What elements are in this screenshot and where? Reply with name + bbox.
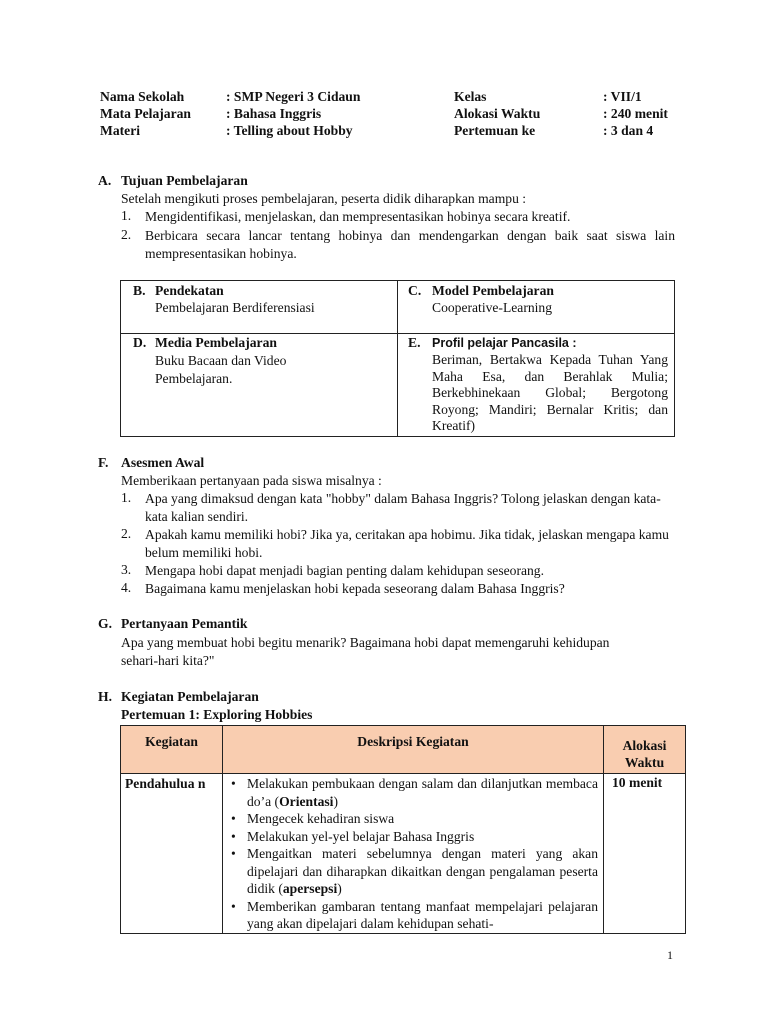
section-a-intro: Setelah mengikuti proses pembelajaran, peserta didik diharapkan mampu : <box>121 191 527 206</box>
section-f-item-2: Apakah kamu memiliki hobi? Jika ya, ceritakan apa hobimu. Jika tidak, jelaskan mengapa kamu belum memiliki hobi. <box>145 527 669 560</box>
value-nama-sekolah: : SMP Negeri 3 Cidaun <box>226 89 361 104</box>
header-kegiatan: Kegiatan <box>121 726 223 774</box>
info-b-title: Pendekatan <box>155 283 224 298</box>
info-box-table <box>120 280 675 437</box>
section-a-item-2: Berbicara secara lancar tentang hobinya dan mendengarkan dengan baik saat siswa lain mempresentasikan hobinya. <box>145 228 675 261</box>
list-item: • Melakukan yel-yel belajar Bahasa Inggris <box>225 828 598 846</box>
section-f-item-2-number: 2. <box>121 526 132 541</box>
section-h-letter: H. <box>98 689 112 704</box>
section-g-title: Pertanyaan Pemantik <box>121 616 248 631</box>
label-nama-sekolah: Nama Sekolah <box>100 89 185 104</box>
info-box-b <box>121 281 398 334</box>
info-box-c <box>398 281 675 334</box>
info-c-letter: C. <box>408 283 422 298</box>
activity-table-header <box>121 726 686 774</box>
table-row <box>121 774 686 934</box>
info-box-e <box>398 334 675 437</box>
section-f-letter: F. <box>98 455 109 470</box>
section-f-item-3-number: 3. <box>121 562 132 577</box>
page-number: 1 <box>667 948 673 962</box>
value-alokasi-waktu: : 240 menit <box>603 106 668 121</box>
info-c-title: Model Pembelajaran <box>432 283 554 298</box>
label-pertemuan: Pertemuan ke <box>454 123 536 138</box>
header-deskripsi: Deskripsi Kegiatan <box>223 726 604 774</box>
section-a-item-1: Mengidentifikasi, menjelaskan, dan mempresentasikan hobinya secara kreatif. <box>145 209 571 224</box>
deskripsi-bullet-list <box>225 775 598 933</box>
section-f-item-4: Bagaimana kamu menjelaskan hobi kepada seseorang dalam Bahasa Inggris? <box>145 581 565 596</box>
section-f-title: Asesmen Awal <box>121 455 205 470</box>
section-a-item-1-number: 1. <box>121 208 132 223</box>
section-a-letter: A. <box>98 173 112 188</box>
info-c-body: Cooperative-Learning <box>432 300 553 315</box>
info-b-body: Pembelajaran Berdiferensiasi <box>155 300 315 315</box>
section-f-item-1: Apa yang dimaksud dengan kata "hobby" dalam Bahasa Inggris? Tolong jelaskan dengan kata-kata kalian sendiri. <box>145 491 661 524</box>
row-deskripsi <box>223 774 604 934</box>
row-kegiatan: Pendahulua n <box>121 774 223 934</box>
section-f-item-4-number: 4. <box>121 580 132 595</box>
label-materi: Materi <box>100 123 140 138</box>
section-f-item-1-number: 1. <box>121 490 132 505</box>
info-d-body: Buku Bacaan dan Video Pembelajaran. <box>155 353 287 386</box>
list-item: • Melakukan pembukaan dengan salam dan dilanjutkan membaca do’a (Orientasi) <box>225 775 598 810</box>
info-box-d <box>121 334 398 437</box>
list-item: • Memberikan gambaran tentang manfaat mempelajari pelajaran yang akan dipelajari dalam kehidupan sehati- <box>225 898 598 933</box>
activity-table <box>120 725 686 934</box>
row-alokasi-waktu: 10 menit <box>604 774 686 934</box>
list-item: • Mengaitkan materi sebelumnya dengan materi yang akan dipelajari dan diharapkan dikaitkan dengan pengalaman peserta didik (apersepsi) <box>225 845 598 898</box>
info-e-letter: E. <box>408 335 421 350</box>
header-alokasi-waktu: Alokasi Waktu <box>604 726 686 774</box>
section-a-title: Tujuan Pembelajaran <box>121 173 248 188</box>
section-g-letter: G. <box>98 616 112 631</box>
section-a-item-2-number: 2. <box>121 227 132 242</box>
label-mata-pelajaran: Mata Pelajaran <box>100 106 191 121</box>
info-d-letter: D. <box>133 335 147 350</box>
value-pertemuan: : 3 dan 4 <box>603 123 654 138</box>
list-item: • Mengecek kehadiran siswa <box>225 810 598 828</box>
section-h-title: Kegiatan Pembelajaran <box>121 689 259 704</box>
section-f-item-3: Mengapa hobi dapat menjadi bagian penting dalam kehidupan seseorang. <box>145 563 545 578</box>
value-materi: : Telling about Hobby <box>226 123 353 138</box>
info-b-letter: B. <box>133 283 146 298</box>
section-g-body: Apa yang membuat hobi begitu menarik? Bagaimana hobi dapat memengaruhi kehidupan sehari-hari kita?" <box>121 635 610 668</box>
section-f-intro: Memberikaan pertanyaan pada siswa misalnya : <box>121 473 382 488</box>
info-e-title: Profil pelajar Pancasila : <box>432 336 577 350</box>
label-kelas: Kelas <box>454 89 487 104</box>
section-h-subtitle: Pertemuan 1: Exploring Hobbies <box>121 707 313 722</box>
info-e-body: Beriman, Bertakwa Kepada Tuhan Yang Maha Esa, dan Berahlak Mulia; Berkebhinekaan Global; Bergotong Royong; Mandiri; Bernalar Kritis; dan Kreatif) <box>432 352 668 433</box>
value-mata-pelajaran: : Bahasa Inggris <box>226 106 322 121</box>
label-alokasi-waktu: Alokasi Waktu <box>454 106 541 121</box>
info-d-title: Media Pembelajaran <box>155 335 277 350</box>
value-kelas: : VII/1 <box>603 89 642 104</box>
